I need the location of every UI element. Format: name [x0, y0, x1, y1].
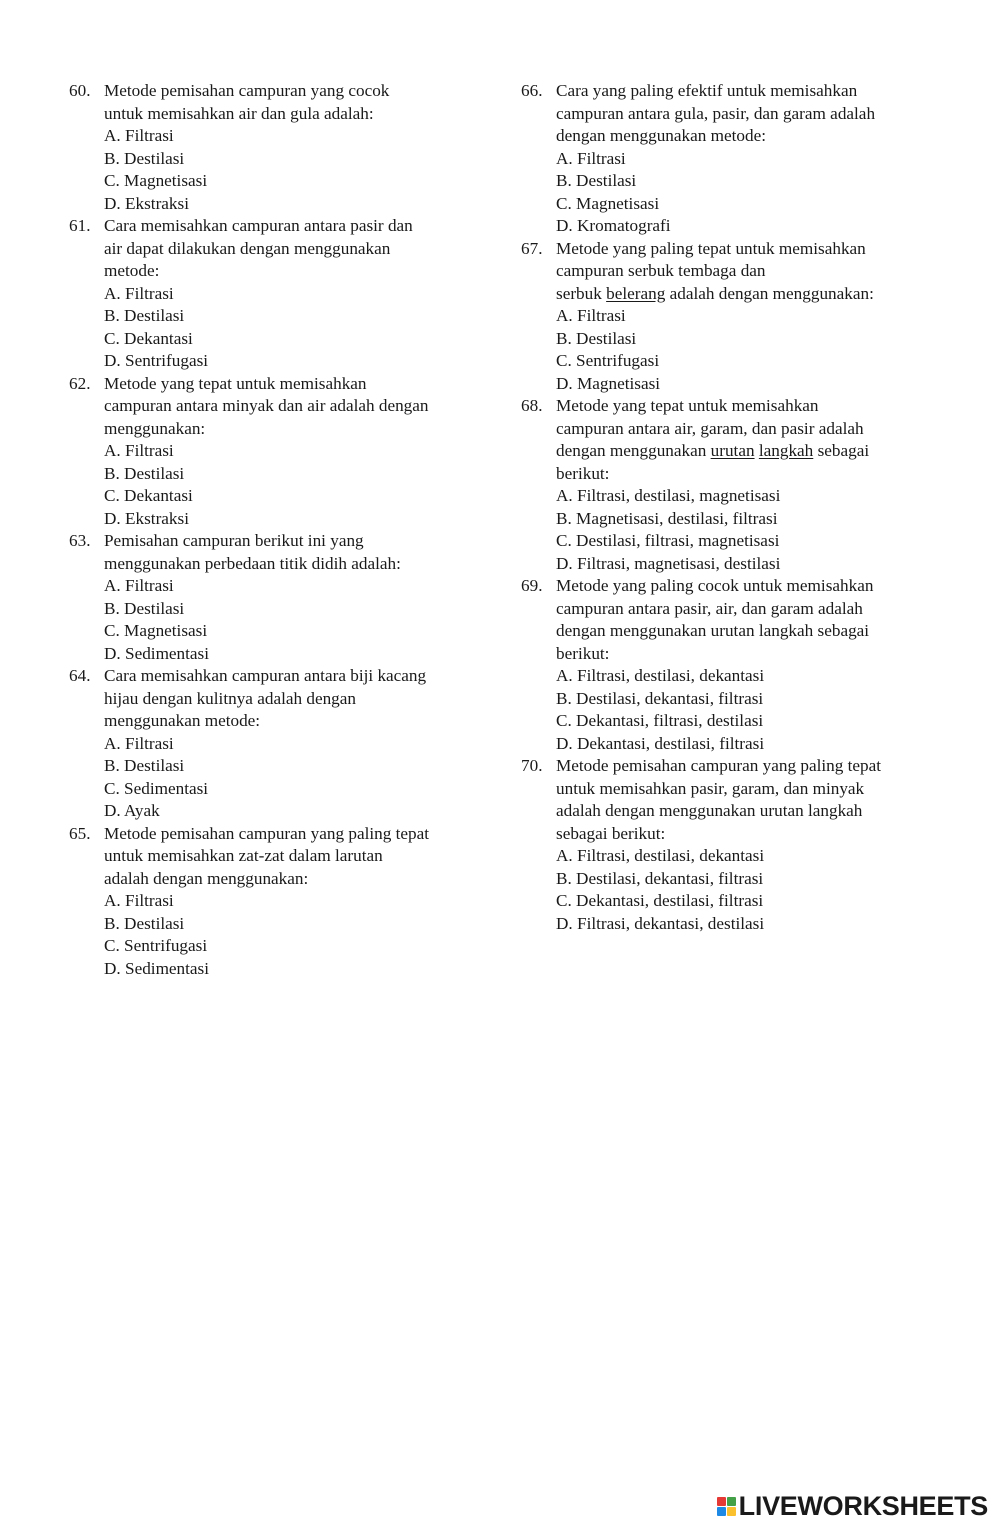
- underlined-word: belerang: [606, 283, 666, 303]
- question-stem: [521, 575, 951, 665]
- question-text-line: Cara yang paling efektif untuk memisahkan: [556, 81, 858, 100]
- question-text-line: menggunakan:: [104, 418, 206, 438]
- question-text-line: campuran antara pasir, air, dan garam adalah: [556, 598, 863, 618]
- question-text-line: berikut:: [556, 643, 610, 663]
- question-text-line: metode:: [104, 261, 160, 280]
- answer-option-c: C. Magnetisasi: [104, 171, 208, 190]
- text-segment: sebagai: [813, 441, 870, 460]
- question-61: [69, 215, 489, 373]
- answer-option-c: C. Sentrifugasi: [556, 351, 660, 370]
- question-text-line: untuk memisahkan pasir, garam, dan minyak: [556, 778, 865, 798]
- logo-tile: [717, 1507, 726, 1516]
- liveworksheets-logo-icon: [717, 1497, 736, 1516]
- answer-option-a: A. Filtrasi: [104, 126, 174, 145]
- answer-option-c: C. Sentrifugasi: [104, 936, 208, 955]
- answer-option-a: A. Filtrasi: [556, 148, 626, 168]
- question-text-line: Metode yang tepat untuk memisahkan: [556, 396, 819, 415]
- question-text-line: dengan menggunakan metode:: [556, 126, 767, 145]
- answer-option-b: B. Destilasi, dekantasi, filtrasi: [556, 868, 764, 888]
- question-text-line: Metode yang paling tepat untuk memisahkan: [556, 238, 866, 258]
- right-column: [521, 80, 951, 935]
- question-stem: [69, 823, 489, 891]
- answer-option-a: A. Filtrasi: [104, 441, 174, 460]
- question-text-line: air dapat dilakukan dengan menggunakan: [104, 238, 391, 258]
- answer-option-b: B. Destilasi: [556, 328, 637, 348]
- answer-option-a: A. Filtrasi, destilasi, magnetisasi: [556, 486, 781, 505]
- question-text-line: Metode pemisahan campuran yang paling tepat: [556, 756, 882, 775]
- answer-option-a: A. Filtrasi: [104, 733, 174, 753]
- liveworksheets-brand: [717, 1491, 988, 1521]
- question-62: [69, 373, 489, 531]
- question-text-line: Metode pemisahan campuran yang paling tepat: [104, 823, 430, 843]
- answer-option-c: C. Dekantasi: [104, 328, 193, 348]
- question-text-line: Metode pemisahan campuran yang cocok: [104, 81, 390, 100]
- answer-option-b: B. Destilasi: [556, 171, 637, 190]
- answer-option-d: D. Sentrifugasi: [104, 351, 209, 370]
- question-number: 68.: [521, 396, 547, 415]
- question-stem: [521, 238, 951, 306]
- text-segment: adalah dengan menggunakan:: [665, 283, 874, 303]
- answer-option-a: A. Filtrasi, destilasi, dekantasi: [556, 666, 765, 685]
- question-number: 64.: [69, 666, 95, 685]
- question-text-line: hijau dengan kulitnya adalah dengan: [104, 688, 356, 708]
- question-text-line: untuk memisahkan air dan gula adalah:: [104, 103, 374, 123]
- question-text-line: dengan menggunakan urutan langkah sebagai: [556, 621, 870, 640]
- question-63: [69, 530, 489, 665]
- question-66: [521, 80, 951, 238]
- question-text-line: campuran antara minyak dan air adalah dengan: [104, 396, 429, 415]
- question-text-line: campuran serbuk tembaga dan: [556, 261, 766, 280]
- question-number: 69.: [521, 576, 547, 595]
- question-stem: [69, 373, 489, 441]
- question-text-line: Metode yang paling cocok untuk memisahkan: [556, 576, 874, 595]
- answer-option-a: A. Filtrasi: [104, 576, 174, 595]
- question-text-line: menggunakan metode:: [104, 711, 261, 730]
- question-text-line: untuk memisahkan zat-zat dalam larutan: [104, 846, 383, 865]
- question-64: [69, 665, 489, 823]
- answer-option-d: D. Sedimentasi: [104, 643, 210, 663]
- logo-tile: [717, 1497, 726, 1506]
- answer-option-c: C. Destilasi, filtrasi, magnetisasi: [556, 531, 780, 550]
- answer-option-c: C. Dekantasi, filtrasi, destilasi: [556, 711, 764, 730]
- question-text-line: Pemisahan campuran berikut ini yang: [104, 531, 364, 550]
- question-text-line: adalah dengan menggunakan urutan langkah: [556, 801, 863, 820]
- question-stem: [521, 755, 951, 845]
- answer-option-c: C. Dekantasi, destilasi, filtrasi: [556, 891, 764, 910]
- question-number: 70.: [521, 756, 552, 775]
- text-segment: serbuk: [556, 283, 607, 303]
- text-segment: dengan menggunakan: [556, 441, 711, 460]
- answer-option-c: C. Sedimentasi: [104, 778, 209, 798]
- answer-option-b: B. Destilasi, dekantasi, filtrasi: [556, 688, 764, 708]
- question-stem: [69, 215, 489, 283]
- question-65: [69, 823, 489, 981]
- question-text-line: Metode yang tepat untuk memisahkan: [104, 373, 367, 393]
- question-69: [521, 575, 951, 755]
- answer-option-b: B. Destilasi: [104, 463, 185, 483]
- left-column: [69, 80, 489, 980]
- answer-option-c: C. Magnetisasi: [556, 193, 660, 213]
- question-text-line: menggunakan perbedaan titik didih adalah:: [104, 553, 401, 573]
- question-number: 60.: [69, 81, 100, 100]
- answer-option-b: B. Destilasi: [104, 756, 185, 775]
- question-stem: [521, 80, 951, 148]
- answer-option-a: A. Filtrasi: [104, 283, 174, 303]
- answer-option-d: D. Kromatografi: [556, 216, 671, 235]
- question-text-line: sebagai berikut:: [556, 823, 666, 843]
- question-67: [521, 238, 951, 396]
- underlined-word: urutan: [710, 441, 755, 460]
- answer-option-d: D. Magnetisasi: [556, 373, 661, 393]
- answer-option-d: D. Ekstraksi: [104, 508, 189, 528]
- question-text-line: campuran antara air, garam, dan pasir adalah: [556, 418, 864, 438]
- answer-option-d: D. Filtrasi, dekantasi, destilasi: [556, 913, 765, 933]
- answer-option-c: C. Magnetisasi: [104, 621, 208, 640]
- question-number: 63.: [69, 531, 100, 550]
- question-number: 66.: [521, 81, 547, 100]
- question-text-line: campuran antara gula, pasir, dan garam adalah: [556, 103, 876, 123]
- question-text-line: Cara memisahkan campuran antara pasir dan: [104, 216, 413, 235]
- answer-option-a: A. Filtrasi: [556, 306, 626, 325]
- logo-tile: [727, 1507, 736, 1516]
- question-number: 62.: [69, 373, 95, 393]
- answer-option-a: A. Filtrasi, destilasi, dekantasi: [556, 846, 765, 865]
- question-stem: [69, 665, 489, 733]
- answer-option-b: B. Destilasi: [104, 306, 185, 325]
- question-60: [69, 80, 489, 215]
- question-text-line: [556, 283, 951, 306]
- answer-option-d: D. Dekantasi, destilasi, filtrasi: [556, 733, 765, 753]
- answer-option-a: A. Filtrasi: [104, 891, 174, 910]
- answer-option-b: B. Magnetisasi, destilasi, filtrasi: [556, 508, 778, 528]
- question-text-line: adalah dengan menggunakan:: [104, 868, 309, 888]
- brand-wordmark: LIVEWORKSHEETS: [738, 1491, 988, 1521]
- answer-option-b: B. Destilasi: [104, 598, 185, 618]
- answer-option-b: B. Destilasi: [104, 913, 185, 933]
- question-stem: [69, 80, 489, 125]
- question-number: 61.: [69, 216, 95, 235]
- question-number: 65.: [69, 823, 95, 843]
- question-text-line: Cara memisahkan campuran antara biji kacang: [104, 666, 427, 685]
- question-68: [521, 395, 951, 575]
- question-70: [521, 755, 951, 935]
- question-number: 67.: [521, 238, 547, 258]
- answer-option-d: D. Filtrasi, magnetisasi, destilasi: [556, 553, 781, 573]
- answer-option-d: D. Ayak: [104, 801, 160, 820]
- answer-option-b: B. Destilasi: [104, 148, 185, 168]
- question-stem: [521, 395, 951, 485]
- question-stem: [69, 530, 489, 575]
- underlined-word: langkah: [758, 441, 814, 460]
- answer-option-d: D. Sedimentasi: [104, 958, 210, 978]
- logo-tile: [727, 1497, 736, 1506]
- answer-option-d: D. Ekstraksi: [104, 193, 189, 213]
- question-text-line: [556, 440, 951, 463]
- question-text-line: berikut:: [556, 463, 610, 483]
- answer-option-c: C. Dekantasi: [104, 486, 193, 505]
